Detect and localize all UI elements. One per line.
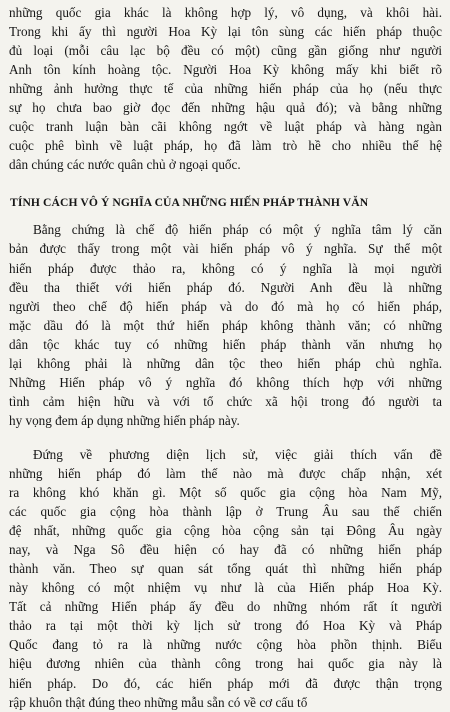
text-line: mặc dầu đó là một thứ hiến pháp không thành văn; có những: [9, 317, 442, 333]
text-line: Bằng chứng là chế độ hiến pháp có một ý nghĩa tâm lý căn: [33, 222, 442, 238]
text-line: hy vọng đem áp dụng những hiến pháp này.: [9, 412, 240, 428]
text-line: thành văn. Theo sự quan sát tổng quát thì những hiến pháp: [9, 561, 442, 577]
text-line: hiệu đương nhiên của thành công trong hai quốc gia này là: [9, 656, 442, 672]
evidence-paragraph: [9, 220, 442, 430]
text-line: đủ loại (mỗi câu lạc bộ đều có một) cũng gần giống như người: [9, 43, 442, 59]
intro-paragraph: [9, 3, 442, 174]
text-line: hiến pháp được thảo ra, không có ý nghĩa là mọi người: [9, 260, 442, 276]
paragraph-gap: [9, 430, 442, 445]
text-line: những hiến pháp đó làm thế nào mà được chấp nhận, xét: [9, 465, 442, 481]
text-line: người theo chế độ hiến pháp và do đó mà họ có hiến pháp,: [9, 298, 442, 314]
text-line: này không có một nhiệm vụ như là của Hiến pháp Hoa Kỳ.: [9, 580, 442, 596]
text-line: Trong khi ấy thì người Hoa Kỳ lại tôn sùng các hiến pháp thuộc: [9, 24, 442, 40]
text-line: sự họ chưa bao giờ đọc đến những hậu quả đó); và bằng những: [9, 100, 442, 116]
text-line: lại không phải là những dân tộc theo hiến pháp chủ nghĩa.: [9, 355, 442, 371]
text-line: đệ nhất, những quốc gia cộng hòa cộng sản tại Đông Âu ngày: [9, 523, 442, 539]
text-line: thảo ra tại một thời kỳ lịch sử trong đó Hoa Kỳ và Pháp: [9, 618, 442, 634]
text-line: đều tha thiết với hiến pháp đó. Người Anh đều là những: [9, 279, 442, 295]
text-line: dân tộc khác tuy có những hiến pháp thành văn nhưng họ: [9, 336, 442, 352]
text-line: rập khuôn thật đúng theo những mẫu sẵn có về cơ cấu tổ: [9, 694, 308, 710]
text-line: bản được thấy trong một vài hiến pháp vô ý nghĩa. Sự thể một: [9, 241, 442, 257]
text-line: Những Hiến pháp vô ý nghĩa đó không thích hợp với những: [9, 374, 442, 390]
section-heading: TÍNH CÁCH VÔ Ý NGHĨA CỦA NHỮNG HIẾN PHÁP THÀNH VĂN: [10, 196, 369, 210]
text-line: những quốc gia khác là không hợp lý, vô dụng, và khôi hài.: [9, 5, 442, 20]
text-line: các quốc gia cộng hòa thành lập ở Trung Âu sau thế chiến: [9, 504, 442, 520]
text-line: hiến pháp. Do đó, các hiến pháp mới đã được thận trọng: [9, 675, 442, 691]
text-line: cuộc tranh luận bàn cãi không ngớt về luật pháp và hàng ngàn: [9, 119, 442, 135]
history-paragraph: [9, 445, 442, 712]
text-line: cuộc phê bình về luật pháp, họ đã làm trò hề cho nhiều thế hệ: [9, 138, 442, 154]
text-line: những ảnh hưởng thực tế của những hiến pháp của họ (nếu thực: [9, 81, 442, 97]
text-line: Anh tôn kính hoàng tộc. Người Hoa Kỳ không mấy khi biết rõ: [9, 62, 442, 78]
text-line: nay, và Nga Sô đều hiện có hay đã có những hiến pháp: [9, 542, 442, 558]
text-line: Tất cả những Hiến pháp ấy đều do những nhóm rất ít người: [9, 599, 442, 615]
text-line: Đứng về phương diện lịch sử, việc giải thích vấn đề: [33, 446, 442, 462]
text-line: ra không khó khăn gì. Một số quốc gia cộng hòa Nam Mỹ,: [9, 485, 442, 501]
text-line: tình cảm hiện hữu và với tổ chức xã hội trong đó người ta: [9, 393, 442, 409]
text-line: Quốc đang tỏ ra là những nước cộng hòa phồn thịnh. Biểu: [9, 637, 442, 653]
text-line: dân chúng các nước quân chủ ở ngoại quốc.: [9, 157, 241, 173]
